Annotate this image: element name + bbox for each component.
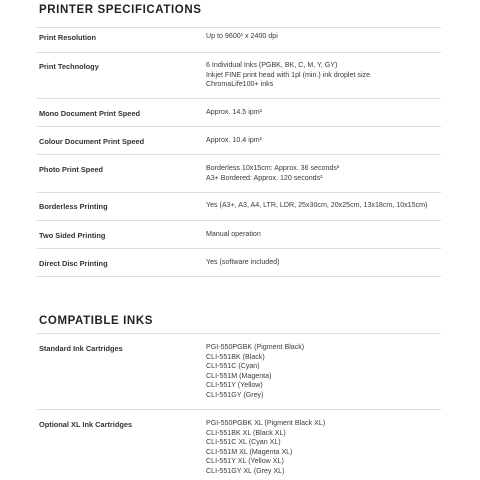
- spec-value-two-sided-printing: Manual operation: [206, 230, 261, 238]
- divider: [37, 98, 441, 99]
- spec-label-mono-print-speed: Mono Document Print Speed: [39, 109, 141, 118]
- spec-label-print-resolution: Print Resolution: [39, 33, 97, 42]
- list-item: CLI-551GY (Grey): [206, 390, 264, 399]
- divider: [37, 220, 441, 221]
- divider: [37, 409, 441, 410]
- spec-label-two-sided-printing: Two Sided Printing: [39, 231, 106, 240]
- spec-label-borderless-printing: Borderless Printing: [39, 202, 108, 211]
- ink-list-xl-cartridges: [206, 419, 325, 477]
- spec-value-colour-print-speed: Approx. 10.4 ipm²: [206, 136, 262, 144]
- divider: [37, 154, 441, 155]
- list-item: CLI-551M (Magenta): [206, 371, 272, 380]
- spec-label-photo-print-speed: Photo Print Speed: [39, 165, 104, 174]
- spec-value-print-resolution: Up to 9600¹ x 2400 dpi: [206, 32, 278, 40]
- compatible-inks-heading: COMPATIBLE INKS: [39, 315, 153, 327]
- list-item: CLI-551Y XL (Yellow XL): [206, 457, 284, 466]
- spec-label-print-technology: Print Technology: [39, 62, 99, 71]
- spec-value-print-technology: 6 Individual Inks (PGBK, BK, C, M, Y, GY) Inkjet FINE print head with 1pl (min.) ink droplet size ChromaLife100+ inks: [206, 61, 371, 89]
- printer-specs-heading: PRINTER SPECIFICATIONS: [39, 4, 202, 16]
- list-item: CLI-551Y (Yellow): [206, 381, 263, 390]
- divider: [37, 126, 441, 127]
- spec-label-direct-disc-printing: Direct Disc Printing: [39, 259, 108, 268]
- spec-label-colour-print-speed: Colour Document Print Speed: [39, 137, 145, 146]
- ink-label-standard-cartridges: Standard Ink Cartridges: [39, 344, 123, 353]
- list-item: CLI-551C XL (Cyan XL): [206, 438, 281, 447]
- ink-list-standard-cartridges: [206, 343, 304, 401]
- divider: [37, 27, 441, 28]
- divider: [37, 276, 441, 277]
- ink-label-xl-cartridges: Optional XL Ink Cartridges: [39, 420, 133, 429]
- list-item: PGI-550PGBK (Pigment Black): [206, 343, 305, 351]
- list-item: CLI-551BK XL (Black XL): [206, 428, 286, 437]
- spec-value-photo-print-speed: Borderless 10x15cm: Approx. 36 seconds² A3+ Bordered: Approx. 120 seconds²: [206, 164, 340, 182]
- divider: [37, 248, 441, 249]
- divider: [37, 333, 441, 334]
- divider: [37, 52, 441, 53]
- list-item: PGI-550PGBK XL (Pigment Black XL): [206, 419, 326, 427]
- spec-value-borderless-printing: Yes (A3+, A3, A4, LTR, LDR, 25x30cm, 20x25cm, 13x18cm, 10x15cm): [206, 201, 428, 209]
- list-item: CLI-551M XL (Magenta XL): [206, 447, 293, 456]
- list-item: CLI-551GY XL (Grey XL): [206, 466, 285, 475]
- spec-value-direct-disc-printing: Yes (software included): [206, 258, 280, 266]
- spec-value-mono-print-speed: Approx. 14.5 ipm²: [206, 108, 262, 116]
- list-item: CLI-551BK (Black): [206, 352, 265, 361]
- list-item: CLI-551C (Cyan): [206, 362, 260, 371]
- divider: [37, 192, 441, 193]
